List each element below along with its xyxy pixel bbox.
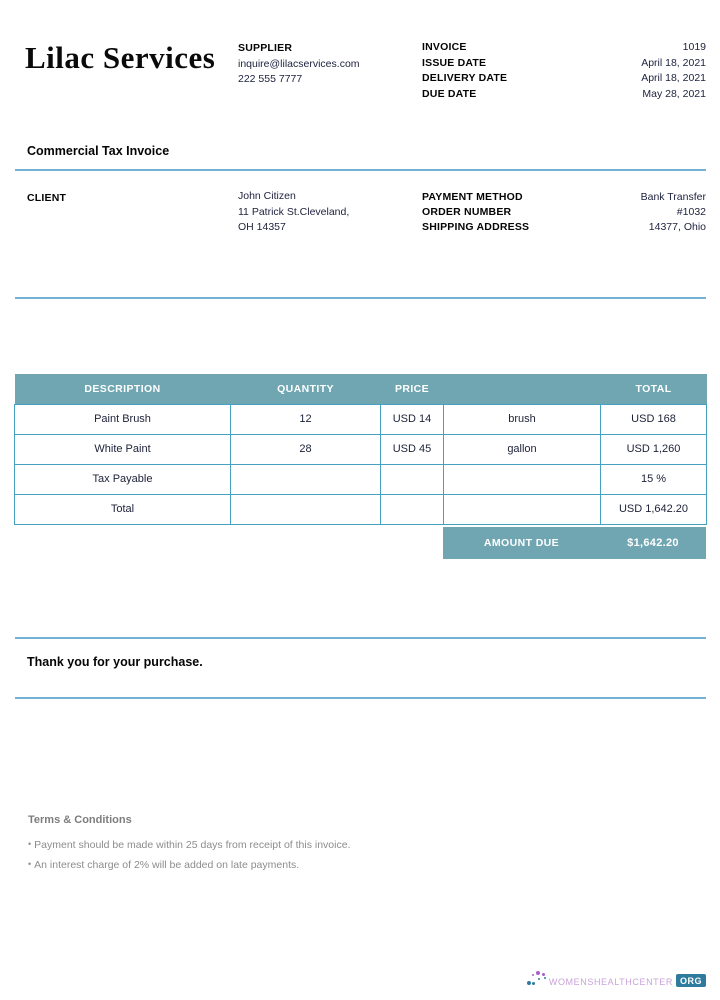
logo-site-name: WOMENSHEALTHCENTER — [548, 977, 673, 987]
cell-unit: gallon — [444, 434, 601, 464]
header-price: PRICE — [381, 374, 444, 404]
table-row — [15, 464, 707, 494]
footer-logo — [526, 970, 706, 987]
cell-price: USD 45 — [381, 434, 444, 464]
delivery-date-label: DELIVERY DATE — [422, 72, 508, 84]
client-label: CLIENT — [27, 192, 67, 204]
cell-total: USD 1,642.20 — [601, 494, 707, 524]
thank-you-note: Thank you for your purchase. — [27, 655, 203, 669]
shipping-address-value: 14377, Ohio — [648, 221, 706, 233]
cell-total: USD 1,260 — [601, 434, 707, 464]
payment-meta-row — [422, 190, 706, 205]
bullet-icon: • — [28, 859, 32, 869]
cell-price — [381, 464, 444, 494]
terms-item — [28, 835, 350, 855]
amount-due-banner — [443, 527, 706, 559]
supplier-label: SUPPLIER — [238, 42, 293, 54]
delivery-date-value: April 18, 2021 — [641, 72, 706, 84]
amount-due-label: AMOUNT DUE — [483, 537, 560, 549]
payment-meta-row — [422, 220, 706, 235]
client-name: John Citizen — [238, 190, 296, 202]
cell-total: USD 168 — [601, 404, 707, 434]
header-description: DESCRIPTION — [15, 374, 231, 404]
bullet-icon: • — [28, 839, 32, 849]
supplier-block — [238, 41, 360, 88]
issue-date-value: April 18, 2021 — [641, 56, 706, 69]
cell-quantity — [231, 464, 381, 494]
due-date-label: DUE DATE — [422, 87, 477, 100]
cell-quantity: 12 — [231, 404, 381, 434]
cell-quantity: 28 — [231, 434, 381, 464]
document-title: Commercial Tax Invoice — [27, 144, 170, 158]
cell-description: Paint Brush — [15, 404, 231, 434]
due-date-value: May 28, 2021 — [642, 87, 706, 100]
payment-meta-row — [422, 205, 706, 220]
payment-method-label: PAYMENT METHOD — [422, 191, 523, 203]
invoice-meta-row — [422, 40, 706, 56]
payment-meta — [422, 190, 706, 235]
invoice-meta — [422, 40, 706, 102]
order-number-label: ORDER NUMBER — [422, 206, 512, 218]
invoice-meta-row — [422, 87, 706, 103]
table-row — [15, 494, 707, 524]
company-name: Lilac Services — [25, 40, 216, 75]
cell-quantity — [231, 494, 381, 524]
header-unit — [444, 374, 601, 404]
invoice-number-label: INVOICE — [422, 41, 467, 53]
table-row — [15, 404, 707, 434]
amount-due-value: $1,642.20 — [627, 537, 679, 549]
table-header-row — [15, 374, 707, 404]
client-block — [238, 189, 349, 236]
order-number-value: #1032 — [676, 206, 706, 218]
divider-line — [15, 637, 706, 639]
header-total: TOTAL — [601, 374, 707, 404]
divider-line — [15, 697, 706, 699]
divider-line — [15, 297, 706, 299]
cell-price — [381, 494, 444, 524]
line-items-table — [14, 374, 707, 525]
client-address-line1: 11 Patrick St.Cleveland, — [238, 205, 350, 218]
invoice-meta-row — [422, 71, 706, 87]
header-quantity: QUANTITY — [231, 374, 381, 404]
terms-item — [28, 855, 350, 875]
terms-item-text: An interest charge of 2% will be added on late payments. — [34, 859, 300, 871]
supplier-email: inquire@lilacservices.com — [238, 57, 360, 70]
invoice-meta-row — [422, 56, 706, 72]
cell-description: White Paint — [15, 434, 231, 464]
payment-method-value: Bank Transfer — [640, 191, 706, 203]
cell-unit: brush — [444, 404, 601, 434]
terms-item-text: Payment should be made within 25 days from receipt of this invoice. — [34, 839, 351, 851]
logo-org-badge: ORG — [676, 974, 706, 987]
cell-description: Total — [15, 494, 231, 524]
cell-unit — [444, 464, 601, 494]
terms-title: Terms & Conditions — [28, 814, 132, 826]
invoice-number-value: 1019 — [682, 41, 706, 53]
divider-line — [15, 169, 706, 171]
cell-unit — [444, 494, 601, 524]
cell-total: 15 % — [601, 464, 707, 494]
terms-and-conditions — [28, 814, 350, 875]
issue-date-label: ISSUE DATE — [422, 56, 487, 69]
cell-price: USD 14 — [381, 404, 444, 434]
cell-description: Tax Payable — [15, 464, 231, 494]
shipping-address-label: SHIPPING ADDRESS — [422, 221, 530, 233]
table-row — [15, 434, 707, 464]
supplier-phone: 222 555 7777 — [238, 73, 303, 85]
dots-swoosh-icon — [526, 970, 548, 987]
client-address-line2: OH 14357 — [238, 221, 286, 233]
